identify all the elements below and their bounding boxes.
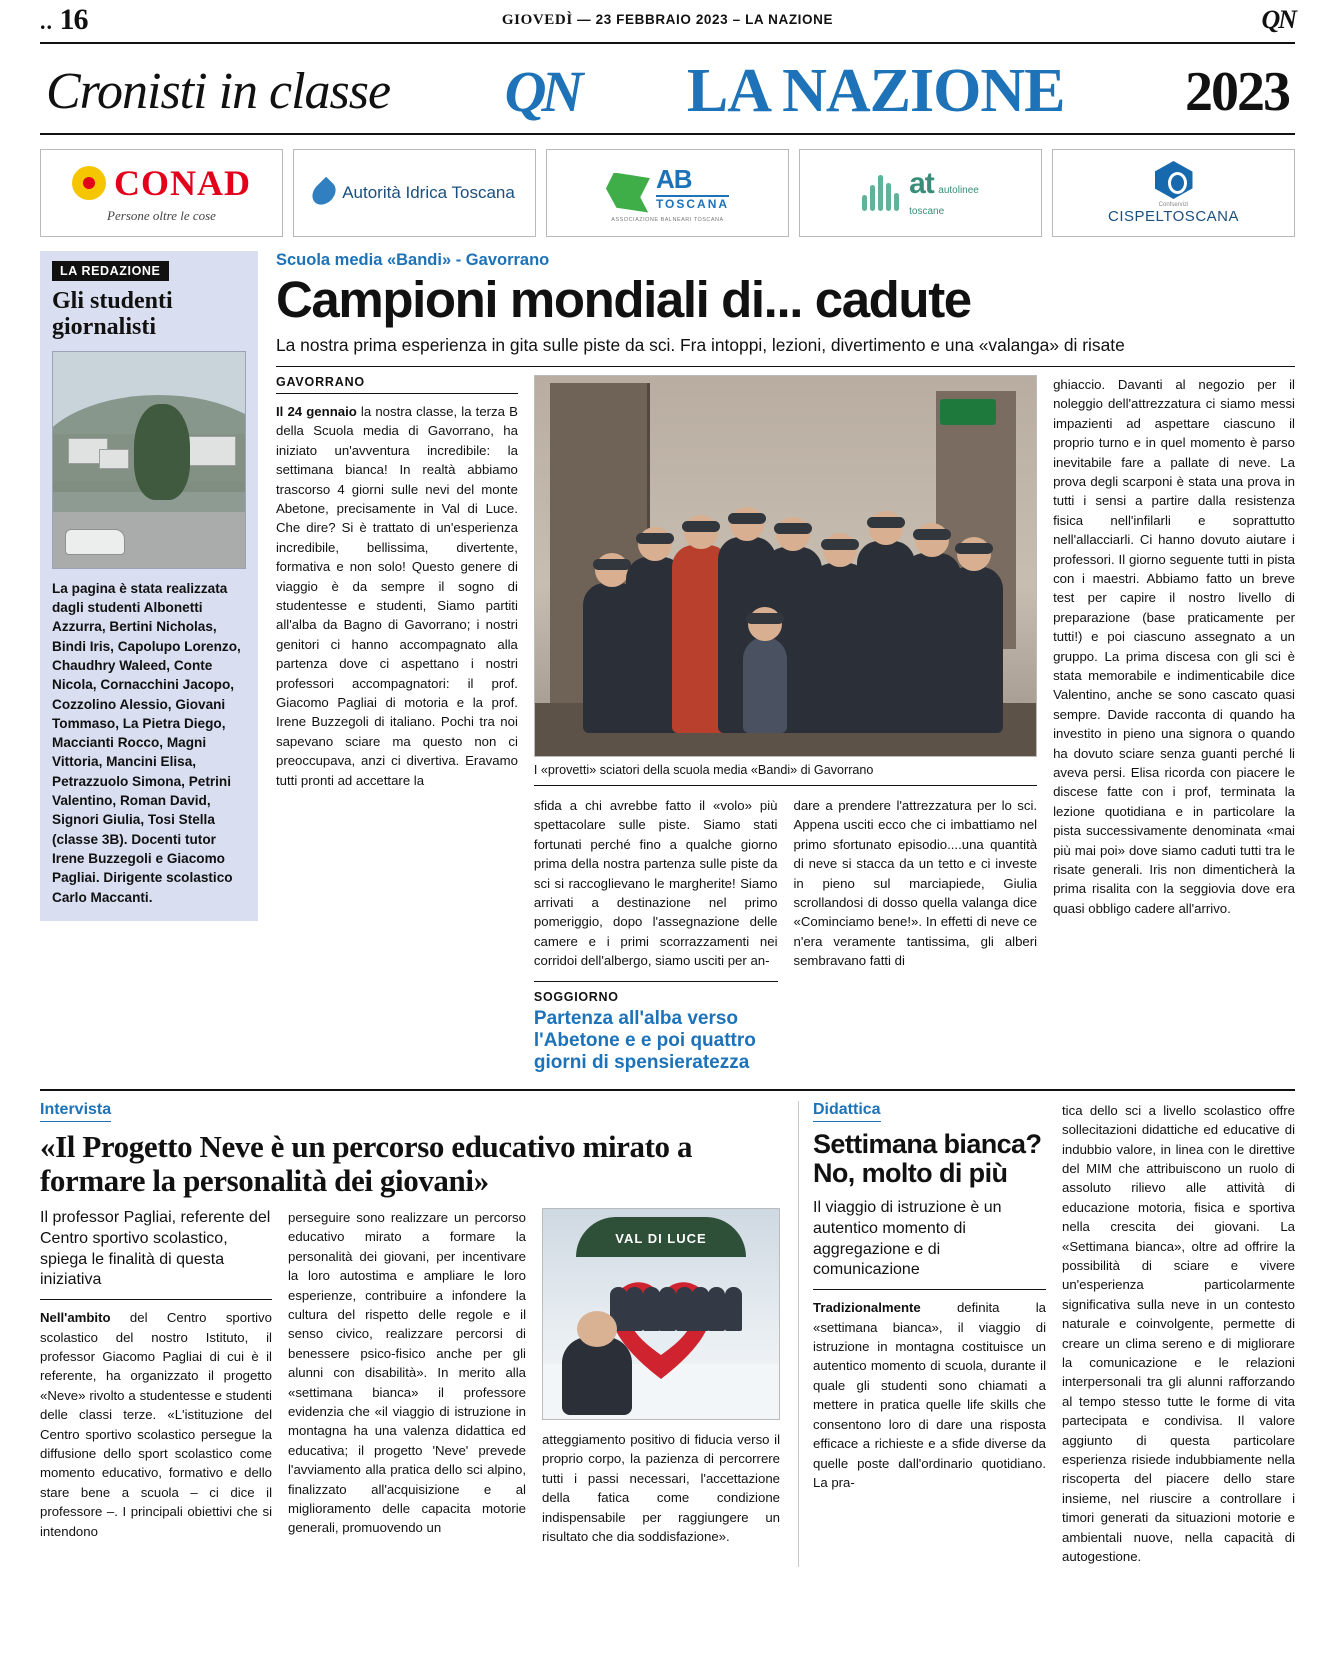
sponsor-strip [40, 135, 1295, 251]
soggiorno-title: Partenza all'alba verso l'Abetone e e poi quattro giorni di spensieratezza [533, 1007, 756, 1074]
didattica-body-2: tica dello sci a livello scolastico offre sollecitazioni didattiche ed educative di indubbio valore, in linea con le direttive del MIM che attribuiscono un ruolo di assoluto rilievo alle attività di educazione motoria, fisica e sportiva nella crescita dei giovani. La «Settimana bianca», oltre ad offrire la possibilità di sciare e vivere un'esperienza particolarmente significativa sulla neve in un contesto naturale e coinvolgente, permette di creare un clima sereno e di migliorare la comunicazione e le relazioni interpersonali tra gli alunni rafforzando al tempo stesso tutte le forme di vita partecipata e condivisa. Il valore aggiunto di questa particolare esperienza risiede indubbiamente nella riscoperta del piacere dello stare insieme, nel riuscire a controllare i timori generati da situazioni motorie e ambientali nuove, nella capacità di autogestione. [1062, 1102, 1295, 1565]
photo-tree [134, 404, 190, 500]
interview-standfirst: Il professor Pagliai, referente del Centro sportivo scolastico, spiega le finalità di questa iniziativa [40, 1208, 272, 1300]
soggiorno-label: SOGGIORNO [534, 981, 778, 1004]
redazione-tag: LA REDAZIONE [52, 261, 169, 281]
valdiluce-photo [542, 1208, 780, 1420]
didattica-article [798, 1101, 1295, 1567]
issue-date [220, 12, 1115, 29]
sponsor-ab-foot: ASSOCIAZIONE BALNEARI TOSCANA [611, 216, 724, 223]
paper-name: LA NAZIONE [745, 11, 834, 27]
didattica-text-1: definita la «settimana bianca», il viaggio di istruzione in montagna costituisce un autentico momento di scuola, durante il quale gli studenti sono chiamati a mettere in pratica quelle life skills che consentono loro di dare una risposta efficace a richieste e a sfide diverse da quelle poste dall'ordinario quotidiano. La pra- [813, 1300, 1046, 1490]
issue-weekday: GIOVEDÌ [501, 11, 573, 28]
lead-article [276, 251, 1295, 1075]
masthead-nazione: LA NAZIONE [686, 57, 1065, 125]
issue-date-text: — 23 FEBBRAIO 2023 – [577, 11, 741, 27]
article-subhead: La nostra prima esperienza in gita sulle piste da sci. Fra intoppi, lezioni, divertimento e una «valanga» di risate [276, 335, 1295, 367]
masthead-year: 2023 [1184, 60, 1289, 123]
photo-student-group [575, 444, 996, 733]
photo-students-row [604, 1265, 741, 1331]
water-drop-icon [308, 177, 341, 210]
sponsor-cispel-toscana [1052, 149, 1295, 237]
didattica-column-1 [798, 1101, 1046, 1567]
sponsor-autolinee-toscane [799, 149, 1042, 237]
folio-dots: .. [40, 9, 53, 34]
interview-column-3 [542, 1208, 780, 1546]
interview-lead: Nell'ambito [40, 1310, 111, 1326]
article-text-1: la nostra classe, la terza B della Scuola media di Gavorrano, ha iniziato un'avventura incredibile: la settimana bianca! In realtà abbiamo trascorso 4 giorni sulle nevi del monte Abetone, precisamente in Val di Luce. Che dire? Si è trattato di un'esperienza incredibile, bellissima, divertente, formativa e non solo! Questo genere di viaggio è da sempre il sogno di studentesse e studenti, Siamo partiti all'alba da Bagno di Gavorrano; i nostri genitori ci hanno accompagnato alla partenza dove ci aspettano i nostri professori accompagnatori: il prof. Giacomo Pagliai di motoria e la prof. Irene Buzzegoli di italiano. Pochi tra noi sapevano sciare ma questo non ci preoccupava, anzi ci divertiva. Eravamo tutti pronti ad accettare la [276, 403, 518, 788]
article-photo-caption: I «provetti» sciatori della scuola media «Bandi» di Gavorrano [534, 757, 1037, 786]
masthead-cronisti: Cronisti in classe [46, 63, 391, 120]
redazione-title: Gli studenti giornalisti [52, 288, 173, 340]
lower-section [40, 1091, 1295, 1567]
sponsor-ab-toscana [546, 149, 789, 237]
page-number: 16 [59, 3, 88, 36]
sponsor-at-sub1: autolinee [938, 185, 979, 196]
article-body-3: dare a prendere l'attrezzatura per lo sci. Appena usciti ecco che ci imbattiamo nel primo sfortunato episodio....una quantità di neve si stacca da un tetto e ci investe in pieno sul marciapiede, Giulia scrollandosi di dosso quella valanga dice «Cominciamo bene!». In effetti di neve ce n'era veramente tantissima, gli alberi sembravano fatti di [793, 797, 1038, 969]
didattica-column-2 [1062, 1101, 1295, 1567]
interview-column-1 [40, 1208, 272, 1546]
autolinee-bars-icon [862, 175, 899, 211]
sponsor-conad [40, 149, 283, 237]
masthead-qn-logo: QN [504, 59, 579, 124]
interview-body-2: perseguire sono realizzare un percorso educativo mirato a formare la personalità dei giovani, per incentivare la loro autostima e ampliare le loro esperienze, contribuire a infondere la cultura del rispetto delle regole e il senso civico, realizzare percorsi di benessere psico-fisico anche per gli alunni con disabilità». In merito alla «settimana bianca» il professore evidenzia che «il viaggio di istruzione in montagna ha una valenza didattica ed educativa; il progetto 'Neve' prevede l'avviamento alla pratica dello sci alpino, finalizzato all'acquisizione e al miglioramento delle capacita motorie generali, promuovendo un [288, 1209, 526, 1536]
sponsor-at-label: at [909, 167, 934, 200]
photo-house [184, 436, 236, 466]
article-lead-1: Il 24 gennaio [276, 403, 357, 419]
cispel-hex-icon [1155, 161, 1193, 199]
article-column-2-text [534, 796, 778, 1075]
interview-body-1 [40, 1308, 272, 1541]
sponsor-ab-letters: AB [655, 163, 692, 194]
redazione-photo [52, 351, 246, 569]
sponsor-cispel-label: CISPEL [1108, 208, 1164, 225]
photo-car [65, 529, 125, 555]
article-dateline: GAVORRANO [276, 375, 518, 394]
sponsor-autorita-label: Autorità Idrica Toscana [342, 183, 515, 202]
article-column-1 [276, 375, 518, 1075]
interview-headline: «Il Progetto Neve è un percorso educativo mirato a formare la personalità dei giovani» [40, 1128, 693, 1198]
article-column-4 [1053, 375, 1295, 1075]
didattica-headline: Settimana bianca? No, molto di più [813, 1128, 1042, 1188]
article-column-2 [534, 375, 1037, 1075]
article-columns [276, 375, 1295, 1075]
main-content [40, 251, 1295, 1075]
sponsor-conad-claim: Persone oltre le cose [107, 208, 216, 223]
exit-sign-icon [940, 399, 996, 425]
didattica-lead: Tradizionalmente [813, 1300, 921, 1316]
sponsor-ab-sub: TOSCANA [655, 196, 730, 211]
sponsor-cispel-label2: TOSCANA [1163, 208, 1239, 225]
didattica-standfirst: Il viaggio di istruzione è un autentico momento di aggregazione e di comunicazione [813, 1198, 1046, 1290]
page-topbar [40, 0, 1295, 44]
sponsor-autorita-idrica-toscana [293, 149, 536, 237]
didattica-body-1 [813, 1298, 1046, 1492]
conad-flower-icon [72, 166, 106, 200]
article-headline: Campioni mondiali di... cadute [276, 271, 971, 328]
valdiluce-sign: VAL DI LUCE [576, 1217, 746, 1257]
interview-body-3: atteggiamento positivo di fiducia verso il proprio corpo, la pazienza di percorrere tutti i passi necessari, l'accettazione della fatica come condizione indispensabile per raggiungere un risultato che dia soddisfazione». [542, 1431, 780, 1544]
folio [40, 3, 220, 37]
redazione-credits: La pagina è stata realizzata dagli studenti Albonetti Azzurra, Bertini Nicholas, Bindi Iris, Capolupo Lorenzo, Chaudhry Waleed, Conte Nicola, Cornacchini Jacopo, Cozzolino Alessio, Giovani Tommaso, La Pietra Diego, Maccianti Rocco, Magni Vittoria, Mancini Elisa, Petrazzuolo Simona, Petrini Valentino, Roman David, Signori Giulia, Tosi Stella (classe 3B). Docenti tutor Irene Buzzegoli e Giacomo Pagliai. Dirigente scolastico Carlo Maccanti. [52, 580, 241, 905]
photo-foreground-person [562, 1337, 632, 1415]
article-main-photo [534, 375, 1037, 757]
redazione-box [40, 251, 258, 921]
sponsor-at-sub2: toscane [909, 206, 945, 217]
tuscany-shape-icon [606, 173, 650, 213]
article-column-3-text [794, 796, 1038, 1075]
article-body-2: sfida a chi avrebbe fatto il «volo» più spettacolare sulle piste. Siamo stati fortunati perché fino a qualche giorno prima della nostra partenza sulle piste da sci si raccoglievano le margherite! Siamo arrivati a destinazione nel primo pomeriggio, dopo l'assegnazione delle camere e i primi scorrazzamenti nei corridoi dell'albergo, siamo usciti per an- [533, 797, 778, 969]
interview-column-2 [288, 1208, 526, 1546]
interview-article [40, 1101, 780, 1567]
qn-logo-small: QN [1261, 5, 1295, 34]
article-kicker: Scuola media «Bandi» - Gavorrano [276, 251, 550, 269]
sponsor-cispel-small: Confservizi [1158, 202, 1189, 208]
didattica-kicker: Didattica [813, 1101, 881, 1122]
sponsor-conad-label: CONAD [114, 163, 251, 203]
left-rail [40, 251, 258, 1075]
interview-kicker: Intervista [40, 1101, 111, 1122]
article-body-1 [276, 402, 518, 790]
masthead [40, 44, 1295, 135]
photo-house [99, 449, 129, 469]
interview-text-1: del Centro sportivo scolastico del nostro Istituto, il professor Giacomo Pagliai di cui è il referente, ha organizzato il progetto «Neve» rivolto a studentesse e studenti delle classi terze. «L'istituzione del Centro sportivo scolastico persegue la diffusione dello sport scolastico come momento educativo, formativo e dello stare bene a scuola – ci dice il professore –. I principali obiettivi che si intendono [40, 1310, 272, 1539]
article-body-4: ghiaccio. Davanti al negozio per il noleggio dell'attrezzatura ci siamo messi impazienti ad aspettare ciascuno il proprio turno e in quel momento è parso inevitabile fare a pallate di neve. La prova degli scarponi è stata una prova in tutti i sensi a partire dalla resistenza fisica nell'infilarli e soprattutto nell'allacciarli. Ci hanno dovuto aiutare i professori. Il giorno seguente tutti in pista con i maestri. Abbiamo fatto un breve test per capire il nostro livello di preparazione (base praticamente per tutti!) e poi ciascuno assegnato a un gruppo. La prima discesa con gli sci è stata memorabile e indimenticabile dice Valentino, anche se sono cascato quasi sempre. Davide racconta di quando ha investito in pieno una signora o quando ha dovuto sciare senza guanti perché li aveva persi. Elisa ricorda con piacere le discese fatte con i prof, terminata la lezione quotidiana e in particolare la pista successivamente denominata «mai più mai poi» dove siamo caduti tutti tra le risate generali. Iris non dimenticherà la prima risalita con la seggiovia dove era quasi obbligo cadere all'arrivo. [1053, 376, 1295, 916]
